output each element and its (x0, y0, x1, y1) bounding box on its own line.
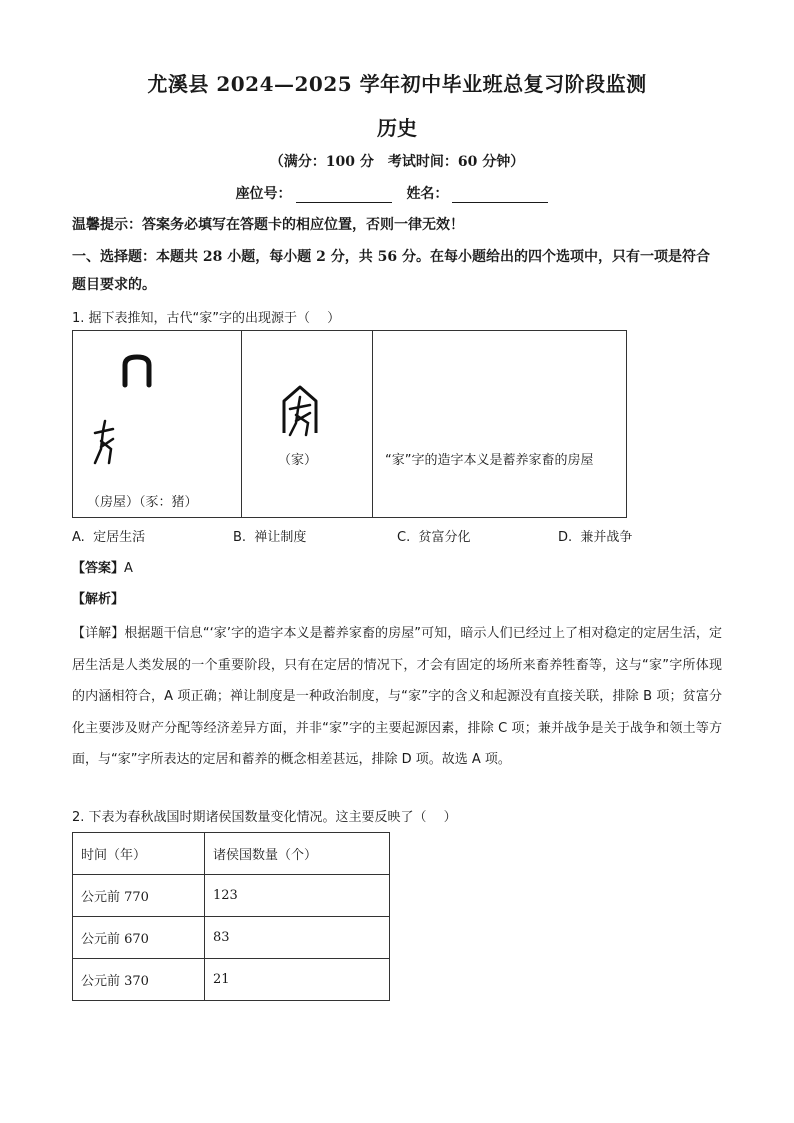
table-header-row (73, 833, 390, 875)
question-2-stem: 2. 下表为春秋战国时期诸侯国数量变化情况。这主要反映了（ ） (72, 810, 457, 825)
seat-label: 座位号： (235, 186, 292, 202)
option-text: 贫富分化 (418, 530, 471, 545)
glyph-caption-house-pig: （房屋）（豕：猪） (87, 495, 198, 510)
name-blank[interactable] (452, 188, 548, 203)
option-d[interactable] (558, 526, 632, 545)
name-label: 姓名： (406, 186, 449, 202)
exam-meta: （满分：100 分 考试时间：60 分钟） (269, 154, 525, 170)
exam-subject: 历史 (377, 116, 417, 140)
option-label: C. (397, 530, 411, 545)
table-row (73, 875, 390, 917)
pig-glyph-icon (89, 419, 119, 467)
option-text: 兼并战争 (580, 530, 633, 545)
option-c[interactable] (397, 526, 471, 545)
option-label: D. (558, 530, 573, 545)
question-1-stem: 1. 据下表推知，古代“家”字的出现源于（ ） (72, 311, 341, 326)
question-1-table (72, 330, 627, 518)
seat-blank[interactable] (296, 188, 392, 203)
option-b[interactable] (233, 526, 306, 545)
table-cell-explanation (373, 331, 627, 518)
table-cell-jia-glyph (242, 331, 373, 518)
cell-year: 公元前 670 (73, 917, 205, 959)
analysis-tag: 【解析】 (72, 592, 125, 607)
option-a[interactable] (72, 526, 145, 545)
seat-name-line (0, 183, 794, 203)
glyph-caption-jia: （家） (278, 453, 318, 468)
cell-count: 21 (205, 959, 390, 1001)
section-heading: 一、选择题：本题共 28 小题，每小题 2 分，共 56 分。在每小题给出的四个选项中，只有一项是符合题目要求的。 (72, 249, 710, 293)
cell-count: 123 (205, 875, 390, 917)
jia-glyph-icon (278, 383, 322, 439)
cell-year: 公元前 370 (73, 959, 205, 1001)
table-cell-ancient-glyphs (73, 331, 242, 518)
table-row (73, 917, 390, 959)
option-text: 禅让制度 (254, 530, 307, 545)
header-cell-time: 时间（年） (73, 833, 205, 875)
cell-year: 公元前 770 (73, 875, 205, 917)
answer-line (72, 557, 133, 576)
question-1-detail: 【详解】根据题干信息“‘家’字的造字本义是蓄养家畜的房屋”可知，暗示人们已经过上了相对稳定的定居生活，定居生活是人类发展的一个重要阶段，只有在定居的情况下，才会有固定的场所来畜养牲畜等，这与“家”字所体现的内涵相符合，A 项正确；禅让制度是一种政治制度，与“家”字的含义和起源没有直接关联，排除 B 项；贫富分化主要涉及财产分配等经济差异方面，并非“家”字的主要起源因素，排除 C 项；兼并战争是关于战争和领土等方面，与“家”字所表达的定居和蓄养的概念相差甚远，排除 D 项。故选 A 项。 (72, 626, 722, 767)
question-2-table (72, 832, 390, 1001)
option-label: B. (233, 530, 247, 545)
warning-tip: 温馨提示：答案务必填写在答题卡的相应位置，否则一律无效！ (72, 217, 464, 233)
cell-count: 83 (205, 917, 390, 959)
header-cell-count: 诸侯国数量（个） (205, 833, 390, 875)
option-text: 定居生活 (93, 530, 146, 545)
answer-tag: 【答案】 (72, 561, 125, 576)
jia-meaning-text: “家”字的造字本义是蓄养家畜的房屋 (385, 453, 594, 468)
option-label: A. (72, 530, 85, 545)
answer-value: A (124, 561, 133, 576)
exam-title: 尤溪县 2024—2025 学年初中毕业班总复习阶段监测 (147, 72, 647, 96)
table-row (73, 959, 390, 1001)
roof-glyph-icon (117, 351, 157, 391)
